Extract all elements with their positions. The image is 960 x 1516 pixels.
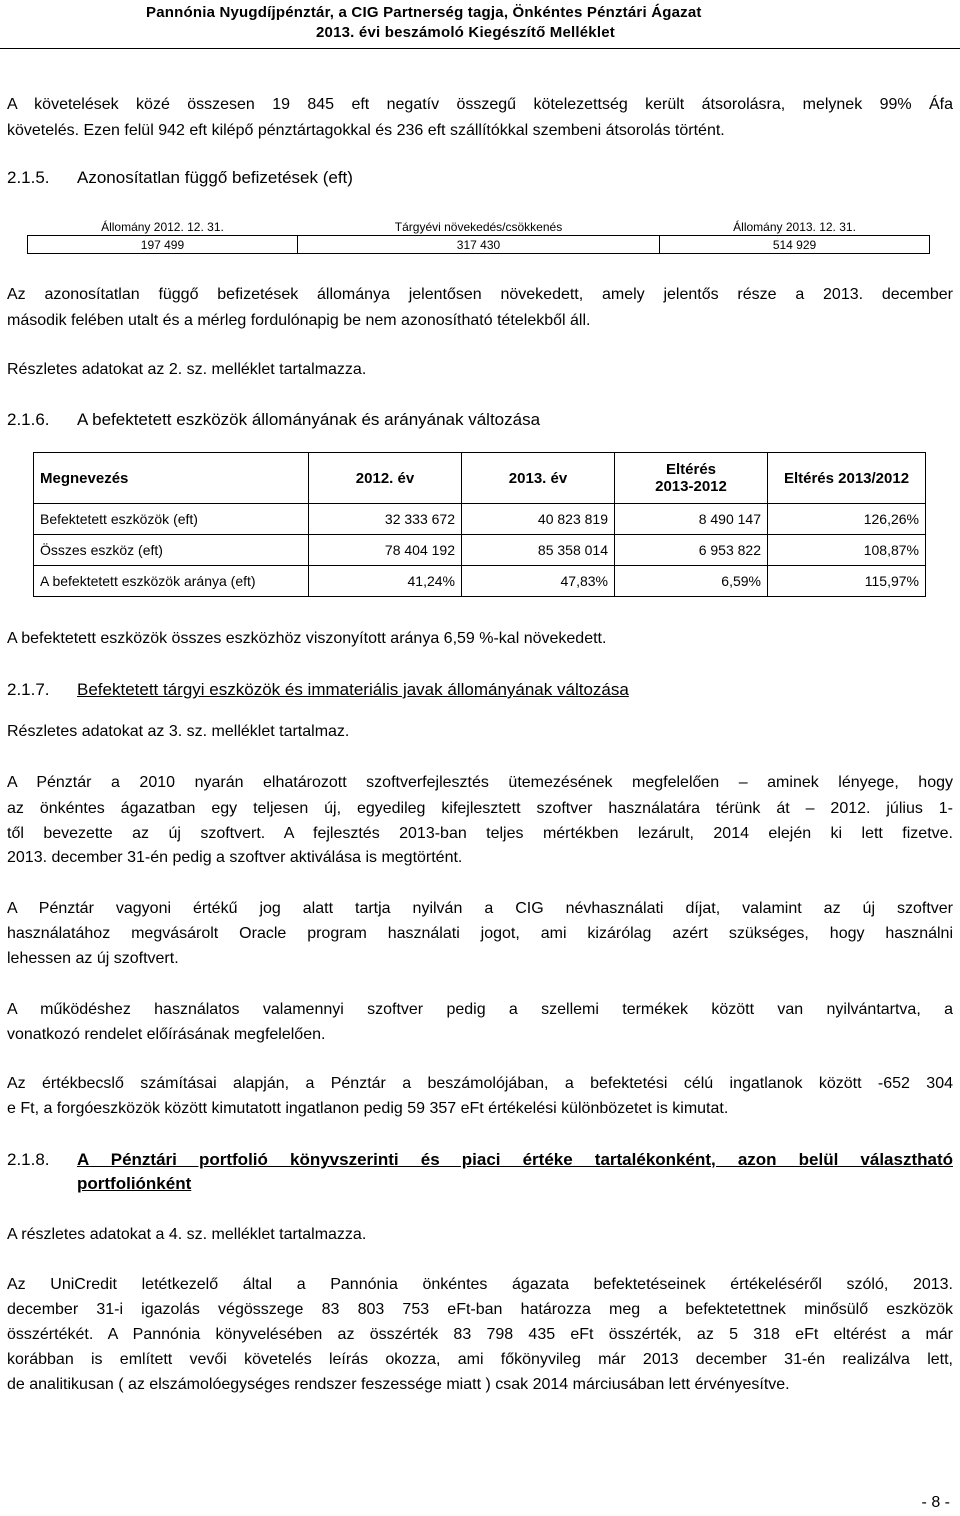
table-cell: 115,97% (768, 566, 926, 597)
table-header-line: Eltérés (665, 461, 717, 478)
paragraph-line: vonatkozó rendelet előírásának megfelelően. (7, 1026, 326, 1043)
section-heading-2-1-8-cont (77, 1172, 953, 1196)
table-cell: 85 358 014 (462, 535, 615, 566)
header-line-2: 2013. évi beszámoló Kiegészítő Melléklet (316, 24, 615, 41)
table-row (34, 566, 926, 597)
paragraph-line: től bevezette az új szoftvert. A fejlesztés 2013-ban teljes mértékben lezárult, 2014 elején ki lett fizetve. (7, 825, 953, 842)
paragraph-line: használatához megvásárolt Oracle program használati jogot, ami kizárólag azért szükséges, hogy használni (7, 925, 953, 942)
table-cell: 514 929 (660, 236, 930, 254)
table-cell: 317 430 (297, 236, 659, 254)
table-header: Tárgyévi növekedés/csökkenés (394, 219, 563, 234)
section-title: A Pénztári portfolió könyvszerinti és piaci értéke tartalékonként, azon belül választható (77, 1150, 953, 1169)
paragraph-line: A Pénztár a 2010 nyarán elhatározott szoftverfejlesztés ütemezésének megfelelően – aminek lényege, hogy (7, 774, 953, 791)
paragraph-line: Részletes adatokat az 3. sz. melléklet tartalmaz. (7, 723, 350, 740)
section-heading-2-1-7 (7, 678, 953, 702)
page-number: - 8 - (921, 1494, 950, 1511)
section-title: Befektetett tárgyi eszközök és immateriális javak állományának változása (77, 680, 629, 699)
paragraph-line: A befektetett eszközök összes eszközhöz viszonyított aránya 6,59 %-kal növekedett. (7, 630, 607, 647)
table-header-line: 2013-2012 (655, 478, 727, 495)
paragraph-line: Az azonosítatlan függő befizetések állománya jelentősen növekedett, amely jelentős része a 2013. december (7, 286, 953, 303)
paragraph-line: A követelések közé összesen 19 845 eft negatív összegű kötelezettség került átsorolásra, melynek 99% Áfa (7, 96, 953, 113)
paragraph-line: A működéshez használatos valamennyi szoftver pedig a szellemi termékek között van nyilvántartva, a (7, 1001, 953, 1018)
paragraph-line: 2013. december 31-én pedig a szoftver aktiválása is megtörtént. (7, 849, 463, 866)
table-cell: 126,26% (768, 504, 926, 535)
section-heading-2-1-8 (7, 1148, 953, 1172)
table-cell: 108,87% (768, 535, 926, 566)
table-row (34, 504, 926, 535)
paragraph-line: e Ft, a forgóeszközök között kimutatott ingatlanon pedig 59 357 eFt értékelési különbözetet is kimutat. (7, 1100, 729, 1117)
table-cell: 78 404 192 (309, 535, 462, 566)
table-cell: 47,83% (462, 566, 615, 597)
table-header: Eltérés 2013/2012 (768, 453, 926, 504)
table-header: 2013. év (462, 453, 615, 504)
paragraph-line: december 31-i igazolás végösszege 83 803 753 eFt-ban határozza meg a befektetettnek minősülő eszközök (7, 1301, 953, 1318)
section-number: 2.1.6. (7, 410, 50, 429)
paragraph-line: lehessen az új szoftvert. (7, 950, 179, 967)
paragraph-line: az önkéntes ágazatban egy teljesen új, egyedileg kifejlesztett szoftver használatára térünk át – 2012. július 1- (7, 800, 953, 817)
table-cell: 8 490 147 (615, 504, 768, 535)
section-title-continued: portfoliónként (77, 1174, 192, 1193)
table-cell: Befektetett eszközök (eft) (34, 504, 309, 535)
table-row (34, 535, 926, 566)
table-header: Állomány 2012. 12. 31. (101, 219, 224, 234)
paragraph-line: korábban is említett vevői követelés leírás okozza, ami főkönyvileg már 2013 december 31-én realizálva lett, (7, 1351, 953, 1368)
table-cell: 6,59% (615, 566, 768, 597)
table-header: Állomány 2013. 12. 31. (733, 219, 856, 234)
invested-assets-table (33, 452, 926, 597)
table-cell: 197 499 (28, 236, 298, 254)
section-title: A befektetett eszközök állományának és arányának változása (77, 410, 541, 429)
table-header: Megnevezés (34, 453, 309, 504)
table-cell: 41,24% (309, 566, 462, 597)
section-number: 2.1.7. (7, 680, 50, 699)
paragraph-line: A részletes adatokat a 4. sz. melléklet tartalmazza. (7, 1226, 367, 1243)
paragraph-line: második felében utalt és a mérleg fordulónapig be nem azonosítható tételekből áll. (7, 312, 591, 329)
table-cell: A befektetett eszközök aránya (eft) (34, 566, 309, 597)
paragraph-line: követelés. Ezen felül 942 eft kilépő pénztártagokkal és 236 eft szállítókkal szembeni átsorolás történt. (7, 122, 725, 139)
section-number: 2.1.8. (7, 1150, 50, 1169)
paragraph-line: Az UniCredit letétkezelő által a Pannónia önkéntes ágazata befektetéseinek értékeléséről szóló, 2013. (7, 1276, 953, 1293)
paragraph-line: Az értékbecslő számításai alapján, a Pénztár a beszámolójában, a befektetési célú ingatlanok között -652 304 (7, 1075, 953, 1092)
table-header (615, 453, 768, 504)
table-cell: Összes eszköz (eft) (34, 535, 309, 566)
unidentified-payments-table (27, 218, 930, 254)
paragraph-line: összértékét. A Pannónia könyvelésében az összérték 83 798 435 eFt összérték, az 5 318 eFt eltérést a már (7, 1326, 953, 1343)
table-cell: 40 823 819 (462, 504, 615, 535)
table-header: 2012. év (309, 453, 462, 504)
paragraph-line: A Pénztár vagyoni értékű jog alatt tartja nyilván a CIG névhasználati díjat, valamint az új szoftver (7, 900, 953, 917)
section-title: Azonosítatlan függő befizetések (eft) (77, 168, 353, 187)
section-heading-2-1-6 (7, 408, 953, 432)
paragraph-line: Részletes adatokat az 2. sz. melléklet tartalmazza. (7, 361, 367, 378)
paragraph-line: de analitikusan ( az elszámolóegységes rendszer feszessége miatt ) csak 2014 márciusában lett érvényesítve. (7, 1376, 790, 1393)
table-cell: 32 333 672 (309, 504, 462, 535)
page-header (0, 0, 960, 48)
section-number: 2.1.5. (7, 168, 50, 187)
header-line-1: Pannónia Nyugdíjpénztár, a CIG Partnerség tagja, Önkéntes Pénztári Ágazat (146, 4, 702, 21)
table-cell: 6 953 822 (615, 535, 768, 566)
section-heading-2-1-5 (7, 166, 953, 190)
header-rule (0, 48, 960, 49)
